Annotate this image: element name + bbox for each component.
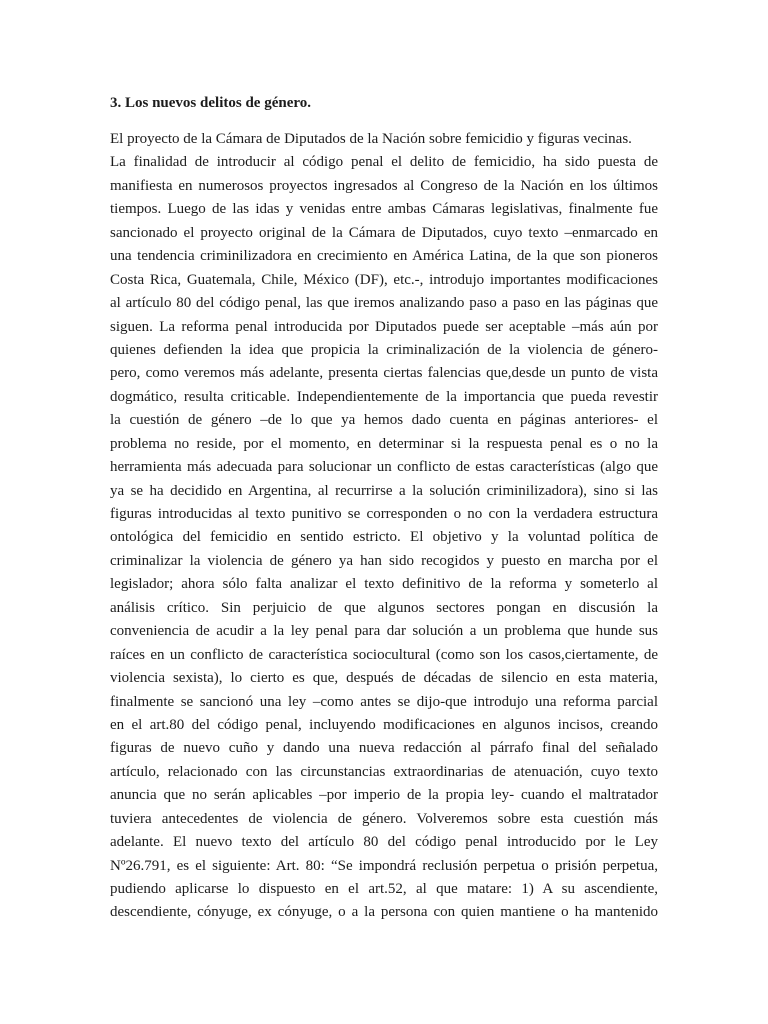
- paragraph-line: adelante. El nuevo texto del artículo 80 del código penal introducido por le Ley: [110, 834, 658, 851]
- paragraph-line: análisis crítico. Sin perjuicio de que algunos sectores pongan en discusión la: [110, 599, 658, 616]
- section-heading: 3. Los nuevos delitos de género.: [110, 95, 311, 111]
- paragraph-line: quienes defienden la idea que propicia la criminalización de la violencia de género-: [110, 341, 658, 358]
- paragraph-line: El proyecto de la Cámara de Diputados de la Nación sobre femicidio y figuras vecinas.: [110, 131, 632, 147]
- paragraph-line: ontológica del femicidio en sentido estricto. El objetivo y la voluntad política de: [110, 529, 658, 546]
- paragraph-line: Nº26.791, es el siguiente: Art. 80: “Se impondrá reclusión perpetua o prisión perpetua,: [110, 857, 658, 874]
- paragraph-line: conveniencia de acudir a la ley penal para dar solución a un problema que hunde sus: [110, 623, 658, 640]
- paragraph-line: criminalizar la violencia de género ya han sido recogidos y puesto en marcha por el: [110, 552, 658, 569]
- paragraph-line: al artículo 80 del código penal, las que iremos analizando paso a paso en las páginas que: [110, 295, 658, 312]
- paragraph-line: pudiendo aplicarse lo dispuesto en el art.52, al que matare: 1) A su ascendiente,: [110, 881, 658, 897]
- paragraph-line: una tendencia criminilizadora en crecimiento en América Latina, de la que son pioneros: [110, 248, 658, 265]
- paragraph-line: dogmático, resulta criticable. Independientemente de la importancia que pueda revestir: [110, 388, 658, 405]
- paragraph-line: problema no reside, por el momento, en determinar si la respuesta penal es o no la: [110, 435, 658, 452]
- paragraph-line: manifiesta en numerosos proyectos ingresados al Congreso de la Nación en los últimos: [110, 177, 658, 194]
- paragraph-line: raíces en un conflicto de característica sociocultural (como son los casos,ciertamente, de: [110, 646, 658, 663]
- paragraph-line: anuncia que no serán aplicables –por imperio de la propia ley- cuando el maltratador: [110, 787, 658, 804]
- paragraph-line: herramienta más adecuada para solucionar un conflicto de estas características (algo que: [110, 459, 658, 476]
- paragraph-line: siguen. La reforma penal introducida por Diputados puede ser aceptable –más aún por: [110, 318, 658, 335]
- paragraph-line: artículo, relacionado con las circunstancias extraordinarias de atenuación, cuyo texto: [110, 763, 658, 780]
- paragraph-line: La finalidad de introducir al código penal el delito de femicidio, ha sido puesta de: [110, 154, 658, 171]
- paragraph-line: tiempos. Luego de las idas y venidas entre ambas Cámaras legislativas, finalmente fue: [110, 201, 658, 218]
- paragraph-line: descendiente, cónyuge, ex cónyuge, o a la persona con quien mantiene o ha mantenido: [110, 904, 658, 921]
- paragraph-line: violencia sexista), lo cierto es que, después de décadas de silencio en esta materia,: [110, 670, 658, 687]
- paragraph-line: figuras de nuevo cuño y dando una nueva redacción al párrafo final del señalado: [110, 740, 658, 757]
- paragraph-line: finalmente se sancionó una ley –como antes se dijo-que introdujo una reforma parcial: [110, 693, 658, 710]
- paragraph-line: en el art.80 del código penal, incluyendo modificaciones en algunos incisos, creando: [110, 716, 658, 733]
- paragraph-line: sancionado el proyecto original de la Cámara de Diputados, cuyo texto –enmarcado en: [110, 224, 658, 241]
- paragraph-line: la cuestión de género –de lo que ya hemos dado cuenta en páginas anteriores- el: [110, 412, 658, 429]
- body-paragraph: [110, 128, 658, 925]
- paragraph-line: ya se ha decidido en Argentina, al recurrirse a la solución criminilizadora), sino si las: [110, 482, 658, 499]
- paragraph-line: Costa Rica, Guatemala, Chile, México (DF), etc.-, introdujo importantes modificaciones: [110, 271, 658, 288]
- paragraph-line: legislador; ahora sólo falta analizar el texto definitivo de la reforma y someterlo al: [110, 576, 658, 593]
- paragraph-line: pero, como veremos más adelante, presenta ciertas falencias que,desde un punto de vista: [110, 365, 658, 382]
- paragraph-line: tuviera antecedentes de violencia de género. Volveremos sobre esta cuestión más: [110, 810, 658, 827]
- paragraph-line: figuras introducidas al texto punitivo se corresponden o no con la verdadera estructura: [110, 506, 658, 522]
